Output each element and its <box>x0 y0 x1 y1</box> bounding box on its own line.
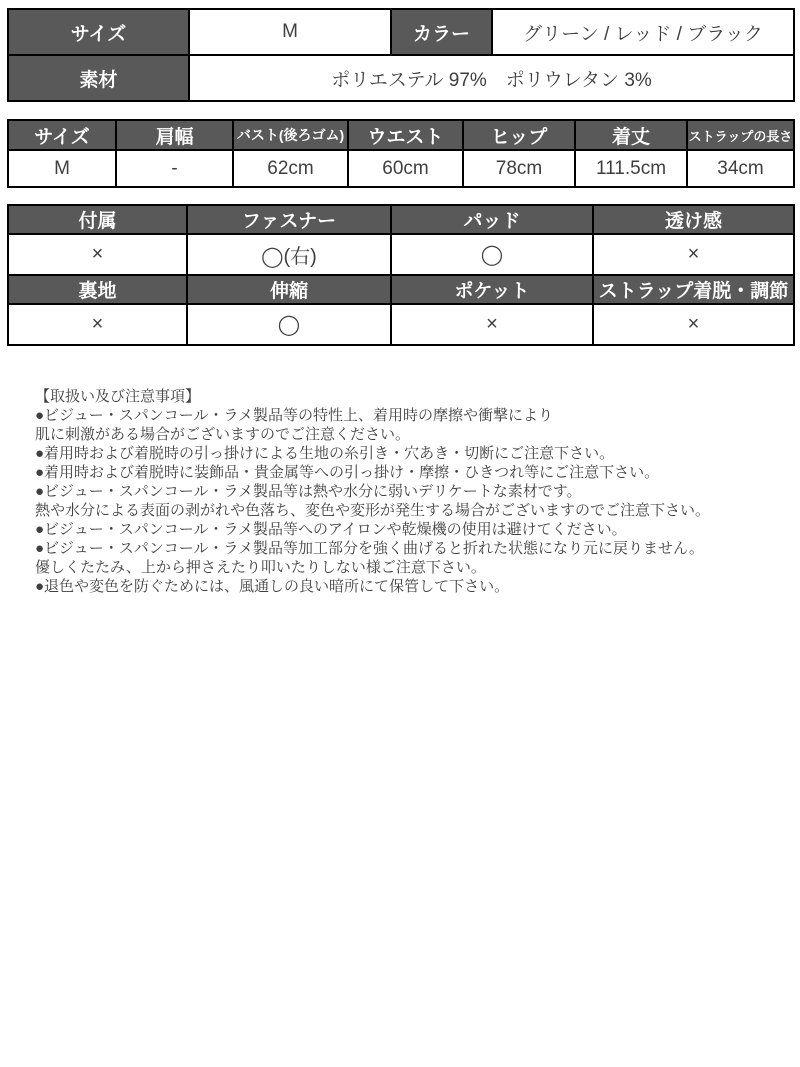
measurement-header-size: サイズ <box>8 120 116 150</box>
notes-title: 【取扱い及び注意事項】 <box>35 388 201 405</box>
size-label: サイズ <box>8 9 189 55</box>
feature-header-stretch: 伸縮 <box>187 275 391 304</box>
measurement-header-waist: ウエスト <box>348 120 463 150</box>
size-color-material-table <box>7 8 795 102</box>
feature-value-pad: ◯ <box>391 234 593 275</box>
color-label: カラー <box>391 9 492 55</box>
measurement-header-shoulder: 肩幅 <box>116 120 233 150</box>
material-label: 素材 <box>8 55 189 101</box>
measurement-header-strap: ストラップの長さ <box>687 120 794 150</box>
measurements-table <box>7 119 795 188</box>
note-line: 熱や水分による表面の剥がれや色落ち、変色や変形が発生する場合がございますのでご注意下さい。 <box>35 502 711 519</box>
content-wrapper <box>7 8 793 596</box>
note-line: 優しくたたみ、上から押さえたり叩いたりしない様ご注意下さい。 <box>35 559 486 576</box>
features-value-row-1 <box>8 234 794 275</box>
feature-header-lining: 裏地 <box>8 275 187 304</box>
material-row <box>8 55 794 101</box>
measurement-header-bust: バスト(後ろゴム) <box>233 120 348 150</box>
feature-value-pocket: × <box>391 304 593 345</box>
features-header-row-2 <box>8 275 794 304</box>
measurements-header-row <box>8 120 794 150</box>
note-line: ●ビジュー・スパンコール・ラメ製品等へのアイロンや乾燥機の使用は避けてください。 <box>35 521 627 538</box>
color-value: グリーン / レッド / ブラック <box>492 9 794 55</box>
measurement-value-shoulder: - <box>116 150 233 187</box>
feature-value-sheerness: × <box>593 234 794 275</box>
feature-value-fastener: ◯(右) <box>187 234 391 275</box>
feature-header-strap-adjust: ストラップ着脱・調節 <box>593 275 794 304</box>
note-line: ●ビジュー・スパンコール・ラメ製品等加工部分を強く曲げると折れた状態になり元に戻りません。 <box>35 540 704 557</box>
size-value: M <box>189 9 391 55</box>
size-color-row <box>8 9 794 55</box>
note-line: 肌に刺激がある場合がございますのでご注意ください。 <box>35 426 411 443</box>
measurement-value-strap: 34cm <box>687 150 794 187</box>
note-line: ●退色や変色を防ぐためには、風通しの良い暗所にて保管して下さい。 <box>35 578 510 595</box>
measurement-value-size: M <box>8 150 116 187</box>
note-line: ●着用時および着脱時の引っ掛けによる生地の糸引き・穴あき・切断にご注意下さい。 <box>35 445 615 462</box>
feature-value-strap-adjust: × <box>593 304 794 345</box>
feature-header-accessory: 付属 <box>8 205 187 234</box>
measurement-header-length: 着丈 <box>575 120 687 150</box>
measurement-value-waist: 60cm <box>348 150 463 187</box>
feature-header-pocket: ポケット <box>391 275 593 304</box>
features-header-row-1 <box>8 205 794 234</box>
feature-value-lining: × <box>8 304 187 345</box>
measurement-value-bust: 62cm <box>233 150 348 187</box>
features-table <box>7 204 795 346</box>
measurement-value-length: 111.5cm <box>575 150 687 187</box>
note-line: ●ビジュー・スパンコール・ラメ製品等の特性上、着用時の摩擦や衝撃により <box>35 407 554 424</box>
feature-header-pad: パッド <box>391 205 593 234</box>
measurements-value-row <box>8 150 794 187</box>
feature-value-accessory: × <box>8 234 187 275</box>
feature-value-stretch: ◯ <box>187 304 391 345</box>
handling-notes <box>7 387 793 596</box>
measurement-header-hip: ヒップ <box>463 120 575 150</box>
material-value: ポリエステル 97% ポリウレタン 3% <box>189 55 794 101</box>
measurement-value-hip: 78cm <box>463 150 575 187</box>
feature-header-sheerness: 透け感 <box>593 205 794 234</box>
note-line: ●ビジュー・スパンコール・ラメ製品等は熱や水分に弱いデリケートな素材です。 <box>35 483 582 500</box>
feature-header-fastener: ファスナー <box>187 205 391 234</box>
features-value-row-2 <box>8 304 794 345</box>
note-line: ●着用時および着脱時に装飾品・貴金属等への引っ掛け・摩擦・ひきつれ等にご注意下さい。 <box>35 464 660 481</box>
